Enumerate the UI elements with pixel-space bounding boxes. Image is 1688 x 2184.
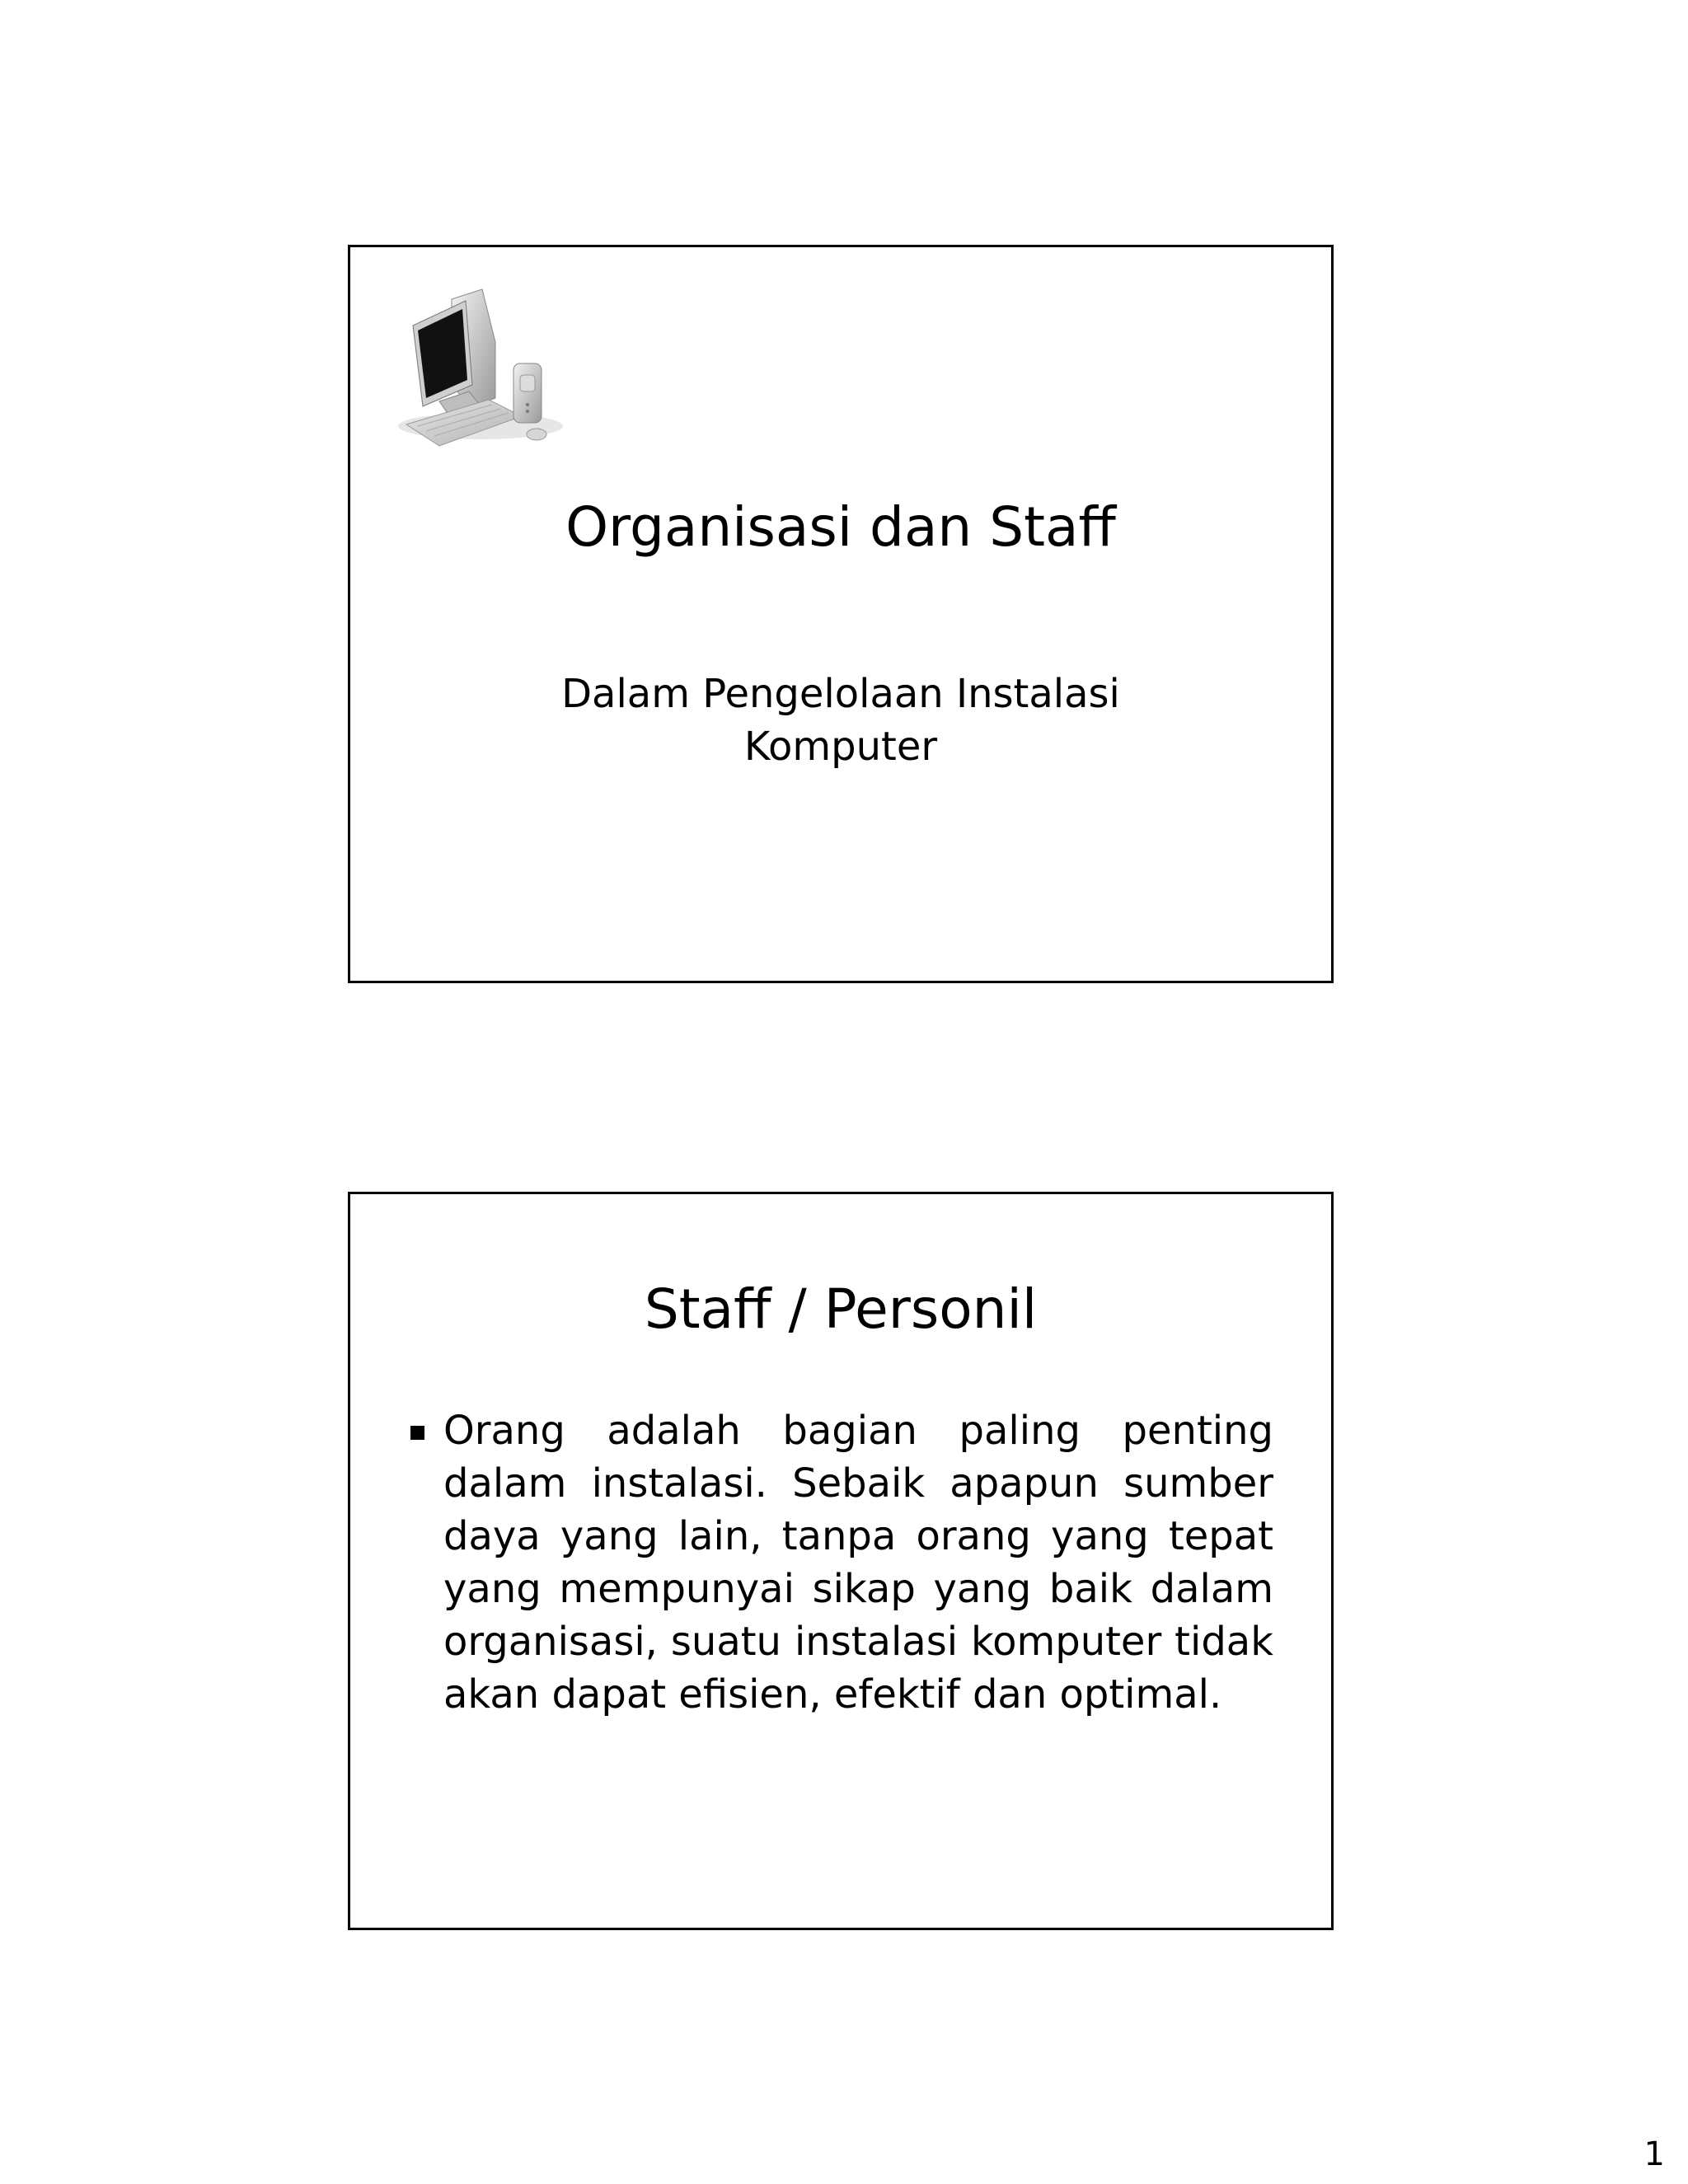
slide-1-subtitle <box>350 668 1331 773</box>
slide-1 <box>348 245 1334 983</box>
subtitle-line: Dalam Pengelolaan Instalasi <box>561 671 1120 717</box>
slide-1-title: Organisasi dan Staff <box>565 495 1116 559</box>
slide-2-title: Staff / Personil <box>644 1277 1038 1341</box>
list-item <box>443 1404 1273 1721</box>
page-number: 1 <box>1643 2135 1665 2173</box>
square-bullet-icon <box>410 1426 424 1440</box>
bullet-list <box>350 1404 1331 1721</box>
desktop-computer-icon <box>390 284 571 457</box>
subtitle-line: Komputer <box>743 724 938 770</box>
bullet-text: Orang adalah bagian paling penting dalam instalasi. Sebaik apapun sumber daya yang lain, tanpa orang yang tepat yang mempunyai sikap yang baik dalam organisasi, suatu instalasi komputer tidak akan dapat efisien, efektif dan optimal. <box>443 1408 1273 1718</box>
slide-2 <box>348 1192 1334 1930</box>
